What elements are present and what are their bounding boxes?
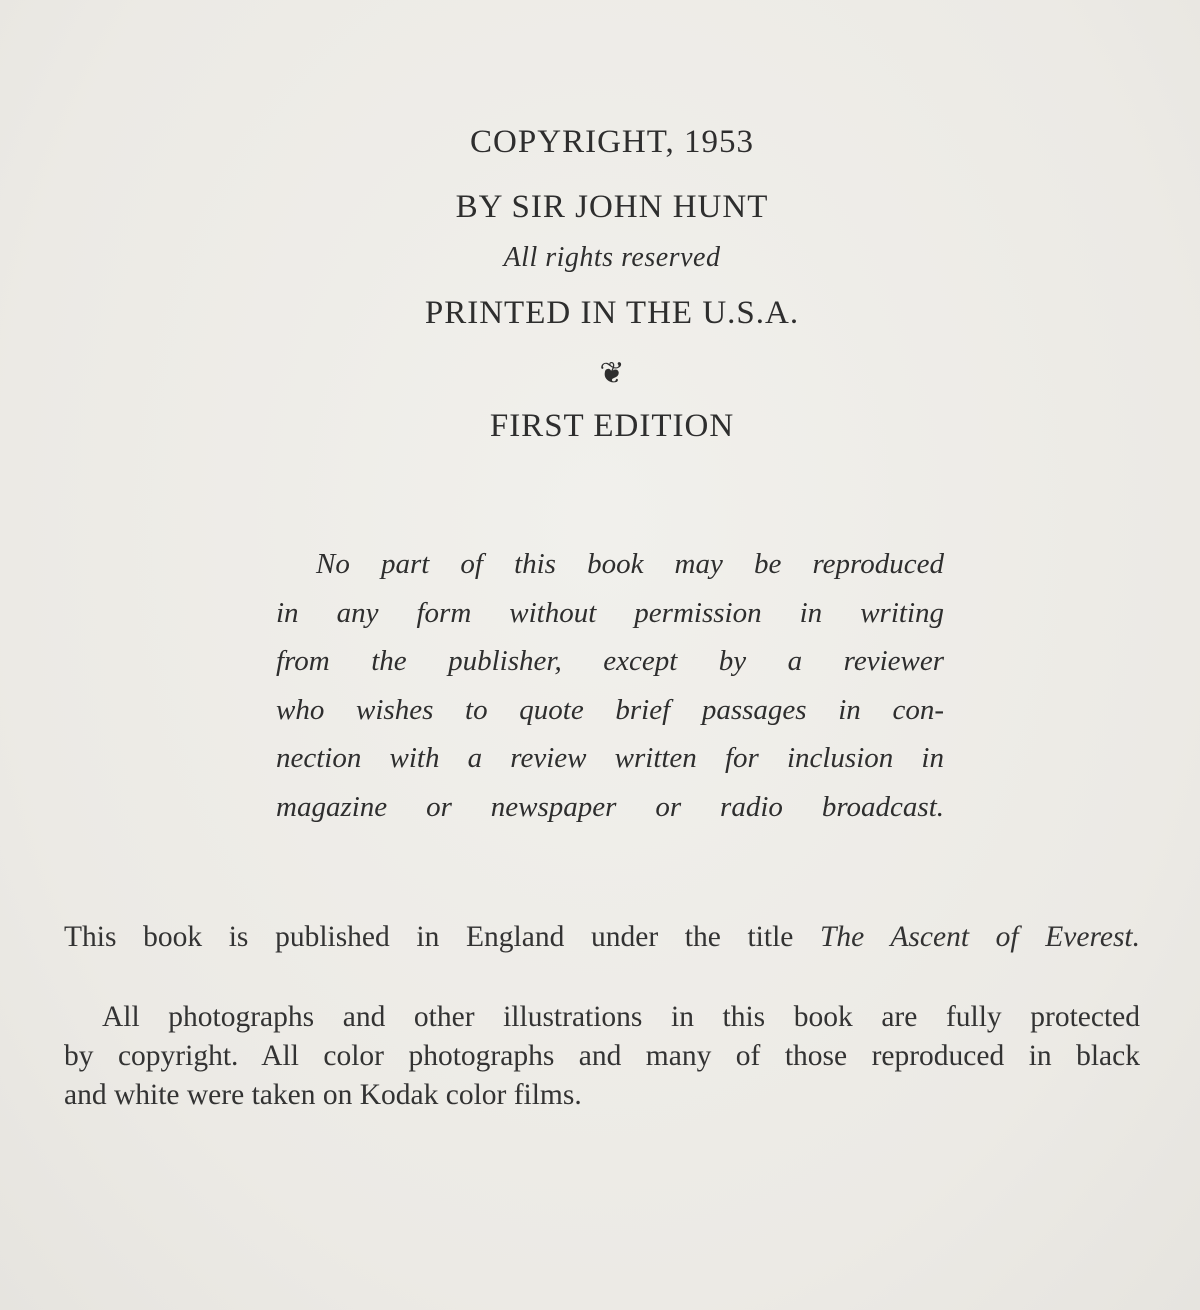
photo-note-line: All photographs and other illustrations in this book are fully protected <box>102 1001 1140 1033</box>
notice-line: who wishes to quote brief passages in con- <box>276 693 944 726</box>
author-line: BY SIR JOHN HUNT <box>455 189 769 225</box>
england-title: The Ascent of Everest. <box>820 921 1140 953</box>
edition-line: FIRST EDITION <box>489 408 735 444</box>
photo-note-line: and white were taken on Kodak color films. <box>64 1079 582 1111</box>
copyright-line: COPYRIGHT, 1953 <box>470 124 754 160</box>
photo-note-line: by copyright. All color photographs and many of those reproduced in black <box>64 1040 1140 1072</box>
rights-line: All rights reserved <box>503 242 721 273</box>
printed-line: PRINTED IN THE U.S.A. <box>424 295 800 331</box>
notice-line: in any form without permission in writing <box>276 596 944 629</box>
reproduction-notice <box>276 540 944 831</box>
england-title-note <box>64 918 1140 957</box>
england-note-text: This book is published in England under the title <box>64 921 794 953</box>
notice-line: nection with a review written for inclusion in <box>276 742 944 774</box>
photo-copyright-note <box>64 998 1140 1115</box>
notice-line: from the publisher, except by a reviewer <box>276 645 944 677</box>
notice-line: No part of this book may be reproduced <box>316 548 944 580</box>
fleuron-ornament-icon: ❦ <box>599 357 625 390</box>
england-note-line <box>64 918 1140 957</box>
notice-line: magazine or newspaper or radio broadcast. <box>276 790 944 823</box>
